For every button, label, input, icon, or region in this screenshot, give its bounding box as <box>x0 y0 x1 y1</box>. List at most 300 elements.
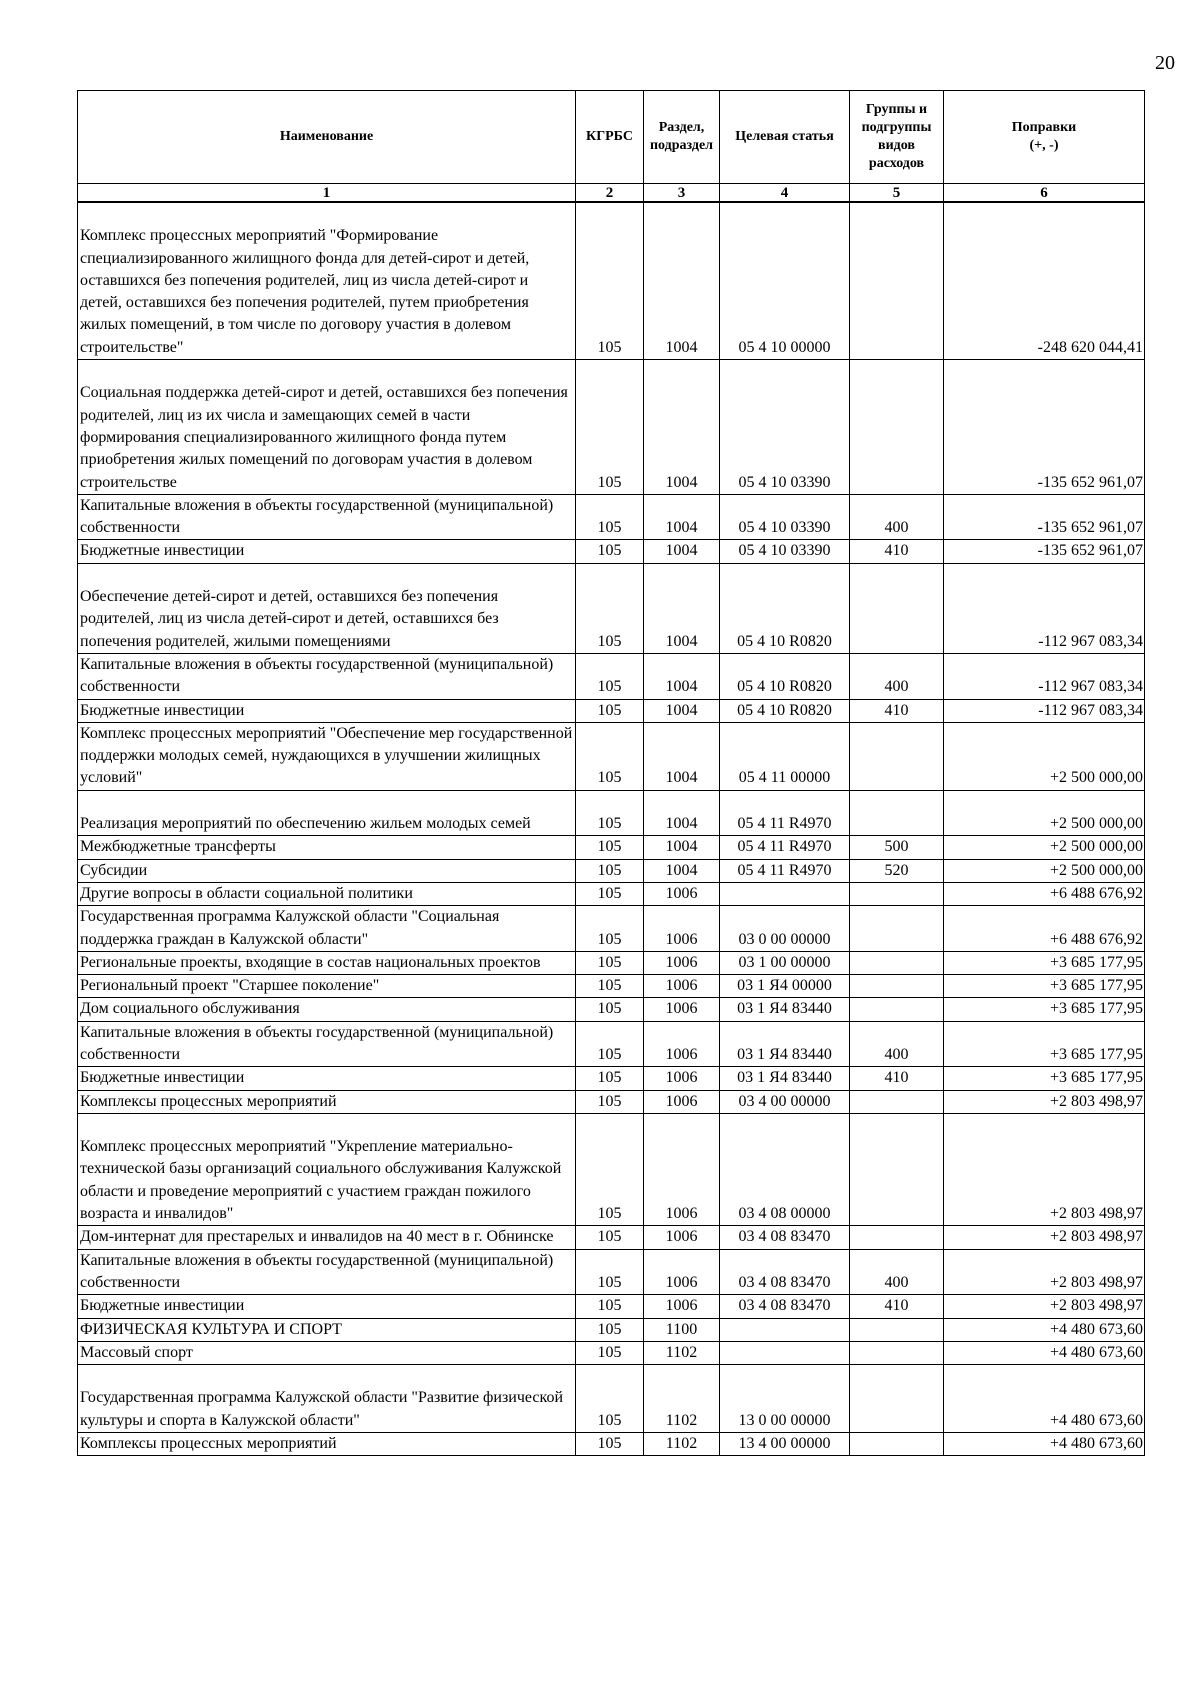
cell-kgrbs-text: 105 <box>597 769 622 787</box>
cell-name <box>78 540 576 563</box>
cell-kgrbs-text: 105 <box>597 1205 622 1223</box>
cell-section-text: 1004 <box>665 519 698 537</box>
cell-group <box>850 202 944 360</box>
table-row <box>78 1090 1145 1113</box>
cell-target <box>720 1067 850 1090</box>
table-row <box>78 998 1145 1021</box>
cell-section <box>644 653 720 699</box>
table-row <box>78 494 1145 540</box>
cell-section-text: 1004 <box>665 838 698 856</box>
cell-name <box>78 563 576 653</box>
cell-group <box>850 540 944 563</box>
cell-target <box>720 1433 850 1456</box>
table-row <box>78 653 1145 699</box>
cell-group-text: 500 <box>884 838 909 856</box>
cell-target <box>720 1226 850 1249</box>
cell-kgrbs <box>576 1295 644 1318</box>
cell-kgrbs-text: 105 <box>597 701 622 719</box>
cell-kgrbs <box>576 906 644 952</box>
cell-section <box>644 1021 720 1067</box>
table-row <box>78 563 1145 653</box>
cell-name <box>78 859 576 882</box>
cell-target-text: 05 4 11 R4970 <box>737 861 832 879</box>
cell-kgrbs-text: 105 <box>597 632 622 650</box>
cell-target-text: 05 4 11 R4970 <box>737 815 832 833</box>
row-spacer <box>80 203 573 225</box>
cell-kgrbs-text: 105 <box>597 1273 622 1291</box>
cell-amount-text: +4 480 673,60 <box>1049 1411 1143 1429</box>
cell-amount-text: +2 803 498,97 <box>1049 1297 1143 1315</box>
cell-kgrbs-text: 105 <box>597 1069 622 1087</box>
cell-amount-text: -112 967 083,34 <box>1038 678 1143 696</box>
cell-amount <box>944 1021 1145 1067</box>
table-row <box>78 882 1145 905</box>
cell-name <box>78 790 576 836</box>
cell-kgrbs <box>576 1021 644 1067</box>
column-number-row <box>78 184 1145 203</box>
cell-group <box>850 1090 944 1113</box>
cell-kgrbs-text: 105 <box>597 884 622 902</box>
table-row <box>78 1113 1145 1225</box>
cell-amount <box>944 906 1145 952</box>
cell-group <box>850 859 944 882</box>
table-row <box>78 699 1145 722</box>
cell-kgrbs <box>576 1090 644 1113</box>
cell-group <box>850 1341 944 1364</box>
cell-amount-text: +4 480 673,60 <box>1049 1343 1143 1361</box>
cell-amount <box>944 790 1145 836</box>
cell-name <box>78 1249 576 1295</box>
cell-group <box>850 1295 944 1318</box>
cell-name-text: Государственная программа Калужской области "Социальная поддержка граждан в Калужской области" <box>80 908 500 948</box>
cell-target <box>720 1090 850 1113</box>
table-row <box>78 790 1145 836</box>
cell-kgrbs <box>576 1341 644 1364</box>
cell-section-text: 1004 <box>665 473 698 491</box>
cell-section-text: 1100 <box>665 1320 698 1338</box>
column-number: 5 <box>850 184 944 203</box>
cell-target-text: 03 4 08 83470 <box>738 1273 831 1291</box>
cell-target <box>720 1113 850 1225</box>
cell-kgrbs-text: 105 <box>597 930 622 948</box>
cell-target <box>720 653 850 699</box>
cell-name-text: Массовый спорт <box>80 1343 193 1361</box>
cell-name <box>78 1318 576 1341</box>
cell-section <box>644 998 720 1021</box>
cell-kgrbs-text: 105 <box>597 1092 622 1110</box>
table-row <box>78 1318 1145 1341</box>
cell-amount-text: +2 500 000,00 <box>1049 815 1143 833</box>
budget-amendments-table <box>77 90 1145 1456</box>
cell-target-text: 05 4 10 R0820 <box>737 632 832 650</box>
cell-kgrbs-text: 105 <box>597 1435 622 1453</box>
cell-amount <box>944 836 1145 859</box>
cell-amount-text: +2 500 000,00 <box>1049 769 1143 787</box>
cell-section <box>644 1318 720 1341</box>
cell-group-text: 410 <box>884 1069 909 1087</box>
cell-name-text: Региональный проект "Старшее поколение" <box>80 977 380 995</box>
cell-kgrbs <box>576 1113 644 1225</box>
cell-name-text: Социальная поддержка детей-сирот и детей, оставшихся без попечения родителей, лиц из их числа и замещающих семей в части формирования специализированного жилищного фонда путем приобретения жилых помещений по договорам участия в долевом строительстве <box>80 384 568 491</box>
cell-amount-text: -112 967 083,34 <box>1038 632 1143 650</box>
cell-kgrbs-text: 105 <box>597 1320 622 1338</box>
cell-name-text: Бюджетные инвестиции <box>80 542 245 560</box>
cell-amount-text: +3 685 177,95 <box>1049 1069 1143 1087</box>
cell-section <box>644 1113 720 1225</box>
cell-name-text: Комплексы процессных мероприятий <box>80 1435 337 1453</box>
cell-section-text: 1102 <box>665 1435 698 1453</box>
cell-name <box>78 722 576 790</box>
cell-name <box>78 1295 576 1318</box>
cell-group <box>850 653 944 699</box>
cell-name <box>78 202 576 360</box>
cell-group-text: 520 <box>884 861 909 879</box>
cell-kgrbs-text: 105 <box>597 953 622 971</box>
cell-group <box>850 1433 944 1456</box>
table-row <box>78 951 1145 974</box>
cell-name <box>78 360 576 495</box>
cell-section <box>644 563 720 653</box>
cell-name <box>78 906 576 952</box>
cell-section <box>644 1365 720 1433</box>
cell-name-text: Капитальные вложения в объекты государственной (муниципальной) собственности <box>80 496 554 537</box>
cell-section-text: 1004 <box>665 815 698 833</box>
cell-target <box>720 836 850 859</box>
cell-name-text: Государственная программа Калужской области "Развитие физической культуры и спорта в Калужской области" <box>80 1389 564 1429</box>
table-row <box>78 722 1145 790</box>
cell-amount-text: +6 488 676,92 <box>1049 884 1143 902</box>
column-number: 4 <box>720 184 850 203</box>
cell-group <box>850 1113 944 1225</box>
cell-name <box>78 998 576 1021</box>
cell-target <box>720 975 850 998</box>
cell-section <box>644 722 720 790</box>
cell-group-text: 410 <box>884 701 909 719</box>
cell-name-text: ФИЗИЧЕСКАЯ КУЛЬТУРА И СПОРТ <box>80 1320 342 1338</box>
table-row <box>78 1341 1145 1364</box>
cell-name-text: Дом социального обслуживания <box>80 1000 300 1018</box>
cell-target-text: 03 1 Я4 83440 <box>737 1045 832 1063</box>
cell-kgrbs-text: 105 <box>597 542 622 560</box>
cell-kgrbs <box>576 1365 644 1433</box>
row-spacer <box>80 1365 573 1387</box>
cell-amount <box>944 563 1145 653</box>
table-row <box>78 1295 1145 1318</box>
row-spacer <box>80 360 573 382</box>
cell-amount <box>944 653 1145 699</box>
cell-target-text: 05 4 10 03390 <box>738 473 831 491</box>
table-row <box>78 906 1145 952</box>
cell-group <box>850 1067 944 1090</box>
cell-kgrbs-text: 105 <box>597 1343 622 1361</box>
cell-group-text: 410 <box>884 542 909 560</box>
cell-name <box>78 1113 576 1225</box>
cell-name <box>78 1021 576 1067</box>
cell-target-text: 03 0 00 00000 <box>738 930 831 948</box>
cell-target <box>720 360 850 495</box>
cell-target-text: 03 4 08 83470 <box>738 1228 831 1246</box>
cell-name-text: Дом-интернат для престарелых и инвалидов на 40 мест в г. Обнинске <box>80 1228 554 1246</box>
column-number: 3 <box>644 184 720 203</box>
cell-target <box>720 1318 850 1341</box>
cell-kgrbs <box>576 202 644 360</box>
cell-section <box>644 360 720 495</box>
table-row <box>78 1226 1145 1249</box>
cell-amount-text: -135 652 961,07 <box>1037 473 1143 491</box>
cell-kgrbs <box>576 563 644 653</box>
cell-section-text: 1006 <box>665 977 698 995</box>
cell-group <box>850 790 944 836</box>
cell-target-text: 05 4 11 00000 <box>738 769 831 787</box>
cell-amount-text: +6 488 676,92 <box>1049 930 1143 948</box>
cell-amount <box>944 360 1145 495</box>
table-row <box>78 975 1145 998</box>
cell-name <box>78 975 576 998</box>
cell-amount <box>944 494 1145 540</box>
table-body <box>78 202 1145 1456</box>
cell-kgrbs <box>576 540 644 563</box>
cell-amount <box>944 1067 1145 1090</box>
cell-section <box>644 202 720 360</box>
cell-section-text: 1004 <box>665 769 698 787</box>
cell-group <box>850 1365 944 1433</box>
cell-amount-text: -248 620 044,41 <box>1037 338 1143 356</box>
cell-name <box>78 1090 576 1113</box>
cell-group <box>850 563 944 653</box>
cell-kgrbs <box>576 1249 644 1295</box>
cell-section-text: 1006 <box>665 1000 698 1018</box>
cell-group <box>850 906 944 952</box>
cell-section <box>644 494 720 540</box>
cell-name <box>78 836 576 859</box>
cell-section-text: 1006 <box>665 1228 698 1246</box>
cell-section <box>644 1067 720 1090</box>
table-header-row <box>78 91 1145 184</box>
cell-kgrbs <box>576 722 644 790</box>
cell-kgrbs-text: 105 <box>597 977 622 995</box>
cell-amount-text: -112 967 083,34 <box>1038 701 1143 719</box>
cell-target <box>720 859 850 882</box>
cell-name-text: Обеспечение детей-сирот и детей, оставшихся без попечения родителей, лиц из числа детей-сирот и детей, оставшихся без попечения родителей, жилыми помещениями <box>80 588 499 650</box>
cell-kgrbs <box>576 494 644 540</box>
cell-name-text: Капитальные вложения в объекты государственной (муниципальной) собственности <box>80 1251 554 1291</box>
cell-target <box>720 563 850 653</box>
cell-kgrbs <box>576 360 644 495</box>
cell-name-text: Капитальные вложения в объекты государственной (муниципальной) собственности <box>80 655 554 696</box>
cell-target <box>720 722 850 790</box>
cell-amount <box>944 882 1145 905</box>
cell-target-text: 05 4 10 00000 <box>738 338 831 356</box>
cell-target <box>720 699 850 722</box>
cell-target-text: 13 4 00 00000 <box>738 1435 831 1453</box>
cell-amount <box>944 1318 1145 1341</box>
cell-name-text: Другие вопросы в области социальной политики <box>80 884 413 902</box>
cell-target-text: 03 1 Я4 83440 <box>737 1000 832 1018</box>
cell-name-text: Комплекс процессных мероприятий "Формирование специализированного жилищного фонда для детей-сирот и детей, оставшихся без попечения родителей, лиц из числа детей-сирот и детей, оставшихся без попечения родителей, путем приобретения жилых помещений, в том числе по договору участия в долевом строительстве" <box>80 227 530 356</box>
cell-amount <box>944 202 1145 360</box>
cell-name-text: Капитальные вложения в объекты государственной (муниципальной) собственности <box>80 1023 554 1063</box>
cell-kgrbs-text: 105 <box>597 338 622 356</box>
cell-kgrbs <box>576 1433 644 1456</box>
cell-amount <box>944 975 1145 998</box>
cell-section <box>644 906 720 952</box>
cell-target-text: 03 1 Я4 00000 <box>737 977 832 995</box>
header-amendments-sign: (+, -) <box>1029 138 1059 153</box>
cell-section-text: 1006 <box>665 1092 698 1110</box>
column-number: 6 <box>944 184 1145 203</box>
cell-amount-text: +4 480 673,60 <box>1049 1320 1143 1338</box>
cell-amount-text: -135 652 961,07 <box>1037 519 1143 537</box>
cell-name-text: Комплексы процессных мероприятий <box>80 1092 337 1110</box>
cell-name-text: Бюджетные инвестиции <box>80 1069 245 1087</box>
table-row <box>78 1249 1145 1295</box>
cell-amount-text: +3 685 177,95 <box>1049 977 1143 995</box>
cell-kgrbs-text: 105 <box>597 1228 622 1246</box>
cell-kgrbs-text: 105 <box>597 1000 622 1018</box>
cell-kgrbs-text: 105 <box>597 678 622 696</box>
cell-group-text: 400 <box>884 519 909 537</box>
cell-name <box>78 951 576 974</box>
cell-group <box>850 1021 944 1067</box>
cell-name-text: Реализация мероприятий по обеспечению жильем молодых семей <box>80 815 531 833</box>
header-groups: Группы и подгруппы видов расходов <box>850 91 944 184</box>
row-spacer <box>80 564 573 586</box>
cell-section <box>644 1433 720 1456</box>
cell-name-text: Бюджетные инвестиции <box>80 1297 245 1315</box>
cell-section-text: 1004 <box>665 861 698 879</box>
cell-target <box>720 998 850 1021</box>
cell-kgrbs-text: 105 <box>597 1297 622 1315</box>
cell-target-text: 05 4 10 R0820 <box>737 701 832 719</box>
cell-group <box>850 998 944 1021</box>
header-kgrbs: КГРБС <box>576 91 644 184</box>
cell-amount <box>944 1226 1145 1249</box>
cell-group <box>850 494 944 540</box>
cell-target <box>720 1341 850 1364</box>
cell-amount-text: -135 652 961,07 <box>1037 542 1143 560</box>
cell-section <box>644 540 720 563</box>
column-number: 1 <box>78 184 576 203</box>
cell-group <box>850 1318 944 1341</box>
cell-name-text: Региональные проекты, входящие в состав национальных проектов <box>80 953 541 971</box>
cell-target <box>720 906 850 952</box>
cell-target <box>720 1249 850 1295</box>
cell-section-text: 1004 <box>665 542 698 560</box>
cell-name-text: Комплекс процессных мероприятий "Обеспечение мер государственной поддержки молодых семей, нуждающихся в улучшении жилищных условий" <box>80 724 573 787</box>
table-row <box>78 1365 1145 1433</box>
cell-name-text: Субсидии <box>80 861 148 879</box>
cell-kgrbs <box>576 836 644 859</box>
cell-kgrbs <box>576 1318 644 1341</box>
cell-group <box>850 951 944 974</box>
cell-amount <box>944 1113 1145 1225</box>
cell-section-text: 1004 <box>665 678 698 696</box>
cell-kgrbs <box>576 882 644 905</box>
cell-name <box>78 1365 576 1433</box>
cell-amount <box>944 859 1145 882</box>
cell-amount <box>944 1365 1145 1433</box>
cell-amount <box>944 722 1145 790</box>
header-amendments-label: Поправки <box>1011 120 1077 135</box>
table-row <box>78 540 1145 563</box>
cell-name <box>78 494 576 540</box>
cell-target-text: 03 4 00 00000 <box>738 1092 831 1110</box>
cell-kgrbs-text: 105 <box>597 861 622 879</box>
cell-section <box>644 1249 720 1295</box>
cell-section-text: 1006 <box>665 1297 698 1315</box>
cell-section-text: 1006 <box>665 953 698 971</box>
cell-target-text: 05 4 10 03390 <box>738 542 831 560</box>
cell-amount-text: +2 500 000,00 <box>1049 838 1143 856</box>
cell-kgrbs <box>576 998 644 1021</box>
cell-group <box>850 836 944 859</box>
cell-amount-text: +2 803 498,97 <box>1049 1273 1143 1291</box>
cell-section-text: 1102 <box>665 1411 698 1429</box>
cell-amount <box>944 1295 1145 1318</box>
cell-section <box>644 1090 720 1113</box>
cell-name-text: Комплекс процессных мероприятий "Укрепление материально-технической базы организаций социального обслуживания Калужской области и проведение мероприятий с участием граждан пожилого возраста и инвалидов" <box>80 1138 562 1223</box>
cell-kgrbs <box>576 859 644 882</box>
cell-section <box>644 859 720 882</box>
cell-section-text: 1004 <box>665 632 698 650</box>
cell-amount <box>944 699 1145 722</box>
cell-target <box>720 1295 850 1318</box>
page-number: 20 <box>1155 52 1175 74</box>
cell-name <box>78 653 576 699</box>
cell-group <box>850 1249 944 1295</box>
table-row <box>78 1433 1145 1456</box>
header-name: Наименование <box>78 91 576 184</box>
cell-section <box>644 836 720 859</box>
cell-target <box>720 951 850 974</box>
cell-kgrbs <box>576 653 644 699</box>
cell-kgrbs <box>576 975 644 998</box>
cell-target <box>720 790 850 836</box>
cell-kgrbs <box>576 1067 644 1090</box>
cell-section <box>644 1295 720 1318</box>
cell-section-text: 1004 <box>665 701 698 719</box>
table-row <box>78 360 1145 495</box>
cell-amount <box>944 540 1145 563</box>
cell-group <box>850 1226 944 1249</box>
cell-kgrbs <box>576 951 644 974</box>
cell-section-text: 1006 <box>665 1205 698 1223</box>
cell-amount-text: +2 500 000,00 <box>1049 861 1143 879</box>
cell-kgrbs <box>576 699 644 722</box>
cell-kgrbs-text: 105 <box>597 815 622 833</box>
column-number: 2 <box>576 184 644 203</box>
cell-target-text: 03 4 08 00000 <box>738 1205 831 1223</box>
cell-kgrbs <box>576 790 644 836</box>
header-target: Целевая статья <box>720 91 850 184</box>
cell-section-text: 1006 <box>665 1069 698 1087</box>
cell-amount <box>944 998 1145 1021</box>
cell-section-text: 1006 <box>665 884 698 902</box>
cell-group-text: 400 <box>884 1273 909 1291</box>
cell-group <box>850 722 944 790</box>
cell-kgrbs-text: 105 <box>597 473 622 491</box>
cell-section <box>644 951 720 974</box>
cell-amount-text: +2 803 498,97 <box>1049 1092 1143 1110</box>
cell-amount-text: +2 803 498,97 <box>1049 1205 1143 1223</box>
cell-target <box>720 882 850 905</box>
cell-amount-text: +2 803 498,97 <box>1049 1228 1143 1246</box>
cell-section-text: 1004 <box>665 338 698 356</box>
table-row <box>78 1067 1145 1090</box>
cell-name <box>78 882 576 905</box>
cell-amount-text: +3 685 177,95 <box>1049 1045 1143 1063</box>
cell-group <box>850 360 944 495</box>
